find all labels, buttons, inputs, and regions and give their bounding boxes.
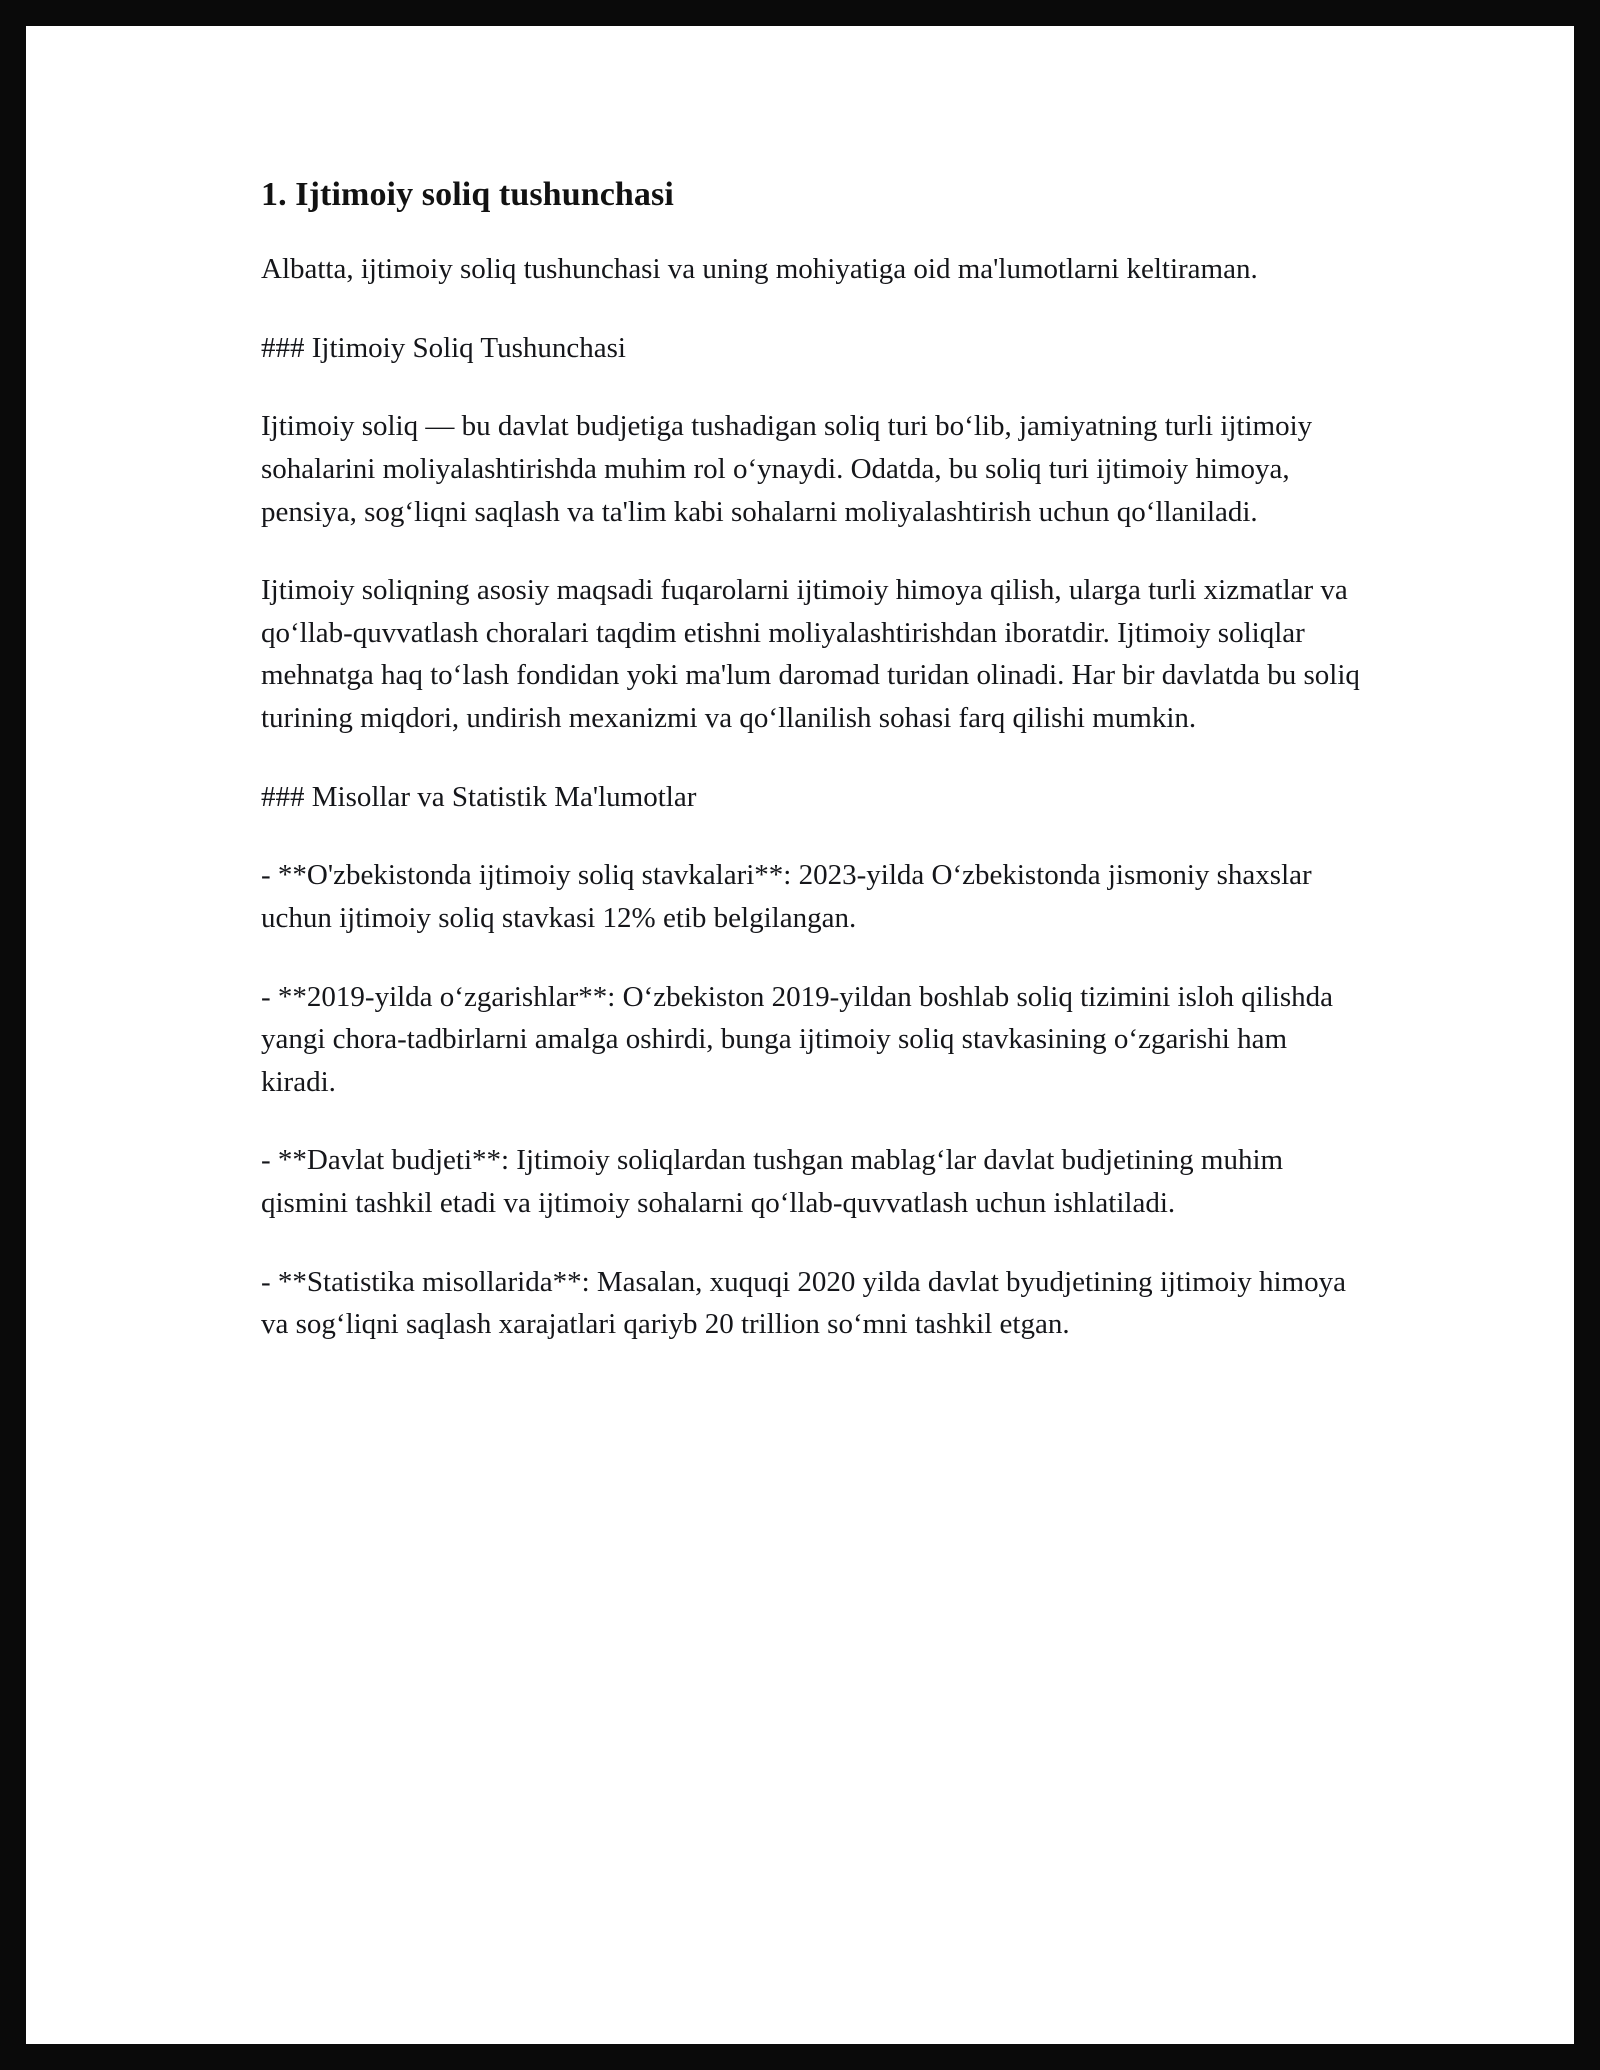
- heading-ijtimoiy-soliq-tushunchasi: ### Ijtimoiy Soliq Tushunchasi: [261, 331, 626, 364]
- paragraph-intro: Albatta, ijtimoiy soliq tushunchasi va uning mohiyatiga oid ma'lumotlarni keltiraman.: [261, 253, 1258, 285]
- bullet-soliq-stavkalari: - **O'zbekistonda ijtimoiy soliq stavkalari**: 2023-yilda O‘zbekistonda jismoniy shaxslar uchun ijtimoiy soliq stavkasi 12% etib belgilangan.: [261, 859, 1312, 934]
- bullet-davlat-budjeti: - **Davlat budjeti**: Ijtimoiy soliqlardan tushgan mablag‘lar davlat budjetining muhim qismini tashkil etadi va ijtimoiy sohalarni qo‘llab-quvvatlash uchun ishlatiladi.: [261, 1144, 1284, 1219]
- document-page: [26, 26, 1574, 2044]
- bullet-statistika-misollarida: - **Statistika misollarida**: Masalan, xuquqi 2020 yilda davlat byudjetining ijtimoiy himoya va sog‘liqni saqlash xarajatlari qariyb 20 trillion so‘mni tashkil etgan.: [261, 1265, 1346, 1341]
- page-title: 1. Ijtimoiy soliq tushunchasi: [261, 176, 674, 213]
- heading-misollar-va-statistik-malumotlar: ### Misollar va Statistik Ma'lumotlar: [261, 780, 697, 813]
- paragraph-definition: Ijtimoiy soliq — bu davlat budjetiga tushadigan soliq turi bo‘lib, jamiyatning turli ijtimoiy sohalarini moliyalashtirishda muhim rol o‘ynaydi. Odatda, bu soliq turi ijtimoiy himoya, pensiya, sog‘liqni saqlash va ta'lim kabi sohalarni moliyalashtirish uchun qo‘llaniladi.: [261, 410, 1313, 528]
- paragraph-purpose: Ijtimoiy soliqning asosiy maqsadi fuqarolarni ijtimoiy himoya qilish, ularga turli xizmatlar va qo‘llab-quvvatlash choralari taqdim etishni moliyalashtirishdan iboratdir. Ijtimoiy soliqlar mehnatga haq to‘lash fondidan yoki ma'lum daromad turidan olinadi. Har bir davlatda bu soliq turining miqdori, undirish mexanizmi va qo‘llanilish sohasi farq qilishi mumkin.: [261, 574, 1360, 734]
- bullet-2019-ozgarishlar: - **2019-yilda o‘zgarishlar**: O‘zbekiston 2019-yildan boshlab soliq tizimini isloh qilishda yangi chora-tadbirlarni amalga oshirdi, bunga ijtimoiy soliq stavkasining o‘zgarishi ham kiradi.: [261, 980, 1334, 1098]
